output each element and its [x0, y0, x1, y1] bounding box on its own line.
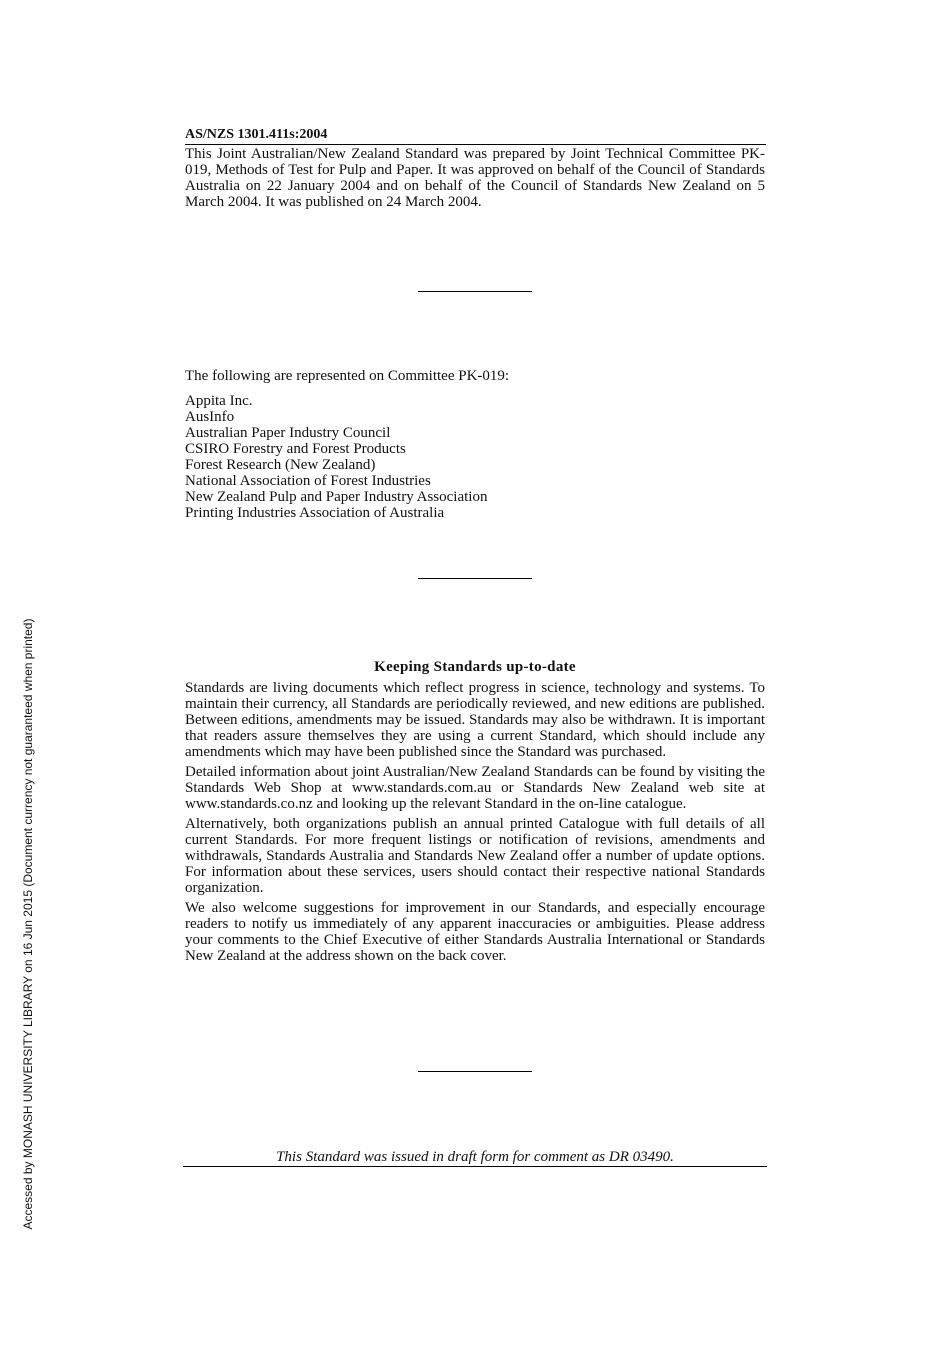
committee-member: CSIRO Forestry and Forest Products	[185, 441, 406, 457]
committee-list	[185, 393, 487, 521]
section-divider-1	[418, 291, 532, 292]
keeping-paragraph: Alternatively, both organizations publish an annual printed Catalogue with full details of all current Standards. For more frequent listings or notification of revisions, amendments and withdrawals, Standards Australia and Standards New Zealand offer a number of update options. For information about these services, users should contact their respective national Standards organization.	[185, 816, 765, 896]
committee-member: AusInfo	[185, 409, 235, 425]
committee-member: Printing Industries Association of Australia	[185, 505, 445, 521]
keeping-paragraph: Standards are living documents which reflect progress in science, technology and systems. To maintain their currency, all Standards are periodically reviewed, and new editions are published. Between editions, amendments may be issued. Standards may also be withdrawn. It is important that readers assure themselves they are using a current Standard, which should include any amendments which may have been published since the Standard was purchased.	[185, 680, 765, 760]
intro-block	[185, 146, 765, 210]
keeping-heading: Keeping Standards up-to-date	[374, 659, 576, 675]
committee-member: National Association of Forest Industries	[185, 473, 431, 489]
committee-member: Australian Paper Industry Council	[185, 425, 391, 441]
committee-member: Appita Inc.	[185, 393, 253, 409]
header-rule	[185, 144, 766, 145]
section-divider-3	[418, 1071, 532, 1072]
footer-rule	[183, 1166, 767, 1167]
committee-intro: The following are represented on Committee PK-019:	[185, 368, 510, 384]
intro-paragraph: This Joint Australian/New Zealand Standard was prepared by Joint Technical Committee PK-019, Methods of Test for Pulp and Paper. It was approved on behalf of the Council of Standards Australia on 22 January 2004 and on behalf of the Council of Standards New Zealand on 5 March 2004. It was published on 24 March 2004.	[185, 146, 765, 210]
section-divider-2	[418, 578, 532, 579]
committee-member: New Zealand Pulp and Paper Industry Association	[185, 489, 488, 505]
access-note: Accessed by MONASH UNIVERSITY LIBRARY on 16 Jun 2015 (Document currency not guaranteed when printed)	[21, 618, 35, 1230]
draft-note: This Standard was issued in draft form for comment as DR 03490.	[276, 1149, 674, 1165]
committee-member: Forest Research (New Zealand)	[185, 457, 376, 473]
keeping-paragraph: We also welcome suggestions for improvement in our Standards, and especially encourage readers to notify us immediately of any apparent inaccuracies or ambiguities. Please address your comments to the Chief Executive of either Standards Australia International or Standards New Zealand at the address shown on the back cover.	[185, 900, 765, 964]
keeping-body	[185, 680, 765, 964]
standard-id: AS/NZS 1301.411s:2004	[185, 127, 328, 142]
keeping-paragraph: Detailed information about joint Australian/New Zealand Standards can be found by visiting the Standards Web Shop at www.standards.com.au or Standards New Zealand web site at www.standards.co.nz and looking up the relevant Standard in the on-line catalogue.	[185, 764, 765, 812]
